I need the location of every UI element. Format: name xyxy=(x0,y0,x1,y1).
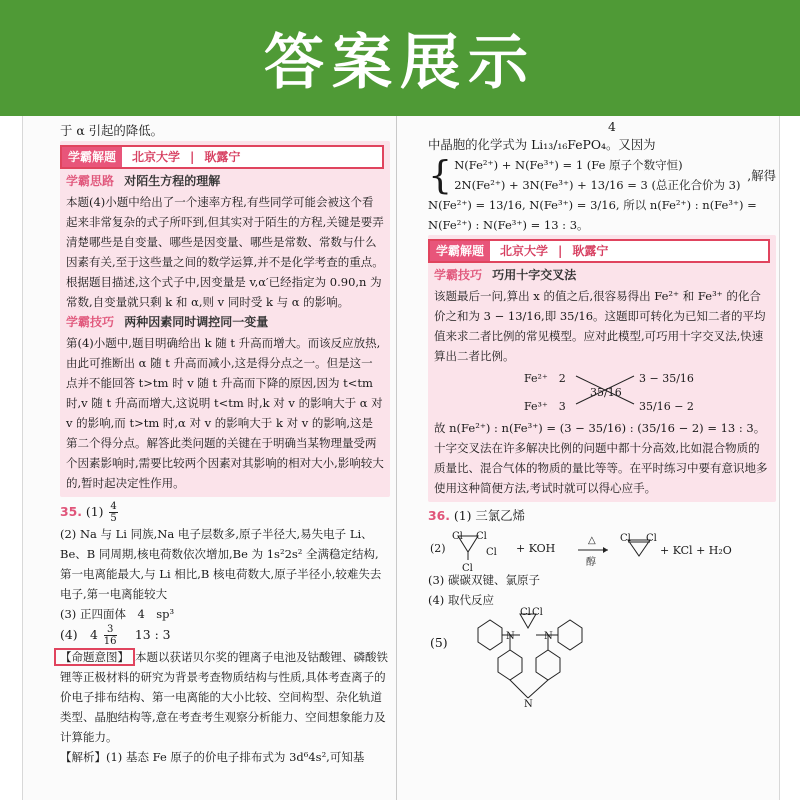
fraction-denominator: 5 xyxy=(110,513,117,524)
solver-tag: 学霸解题 xyxy=(430,241,490,261)
atom-cl-3: Cl xyxy=(486,547,497,558)
q35-part1 xyxy=(60,501,390,524)
intent-paragraph xyxy=(60,647,390,747)
intent-text: 本题以获诺贝尔奖的锂离子电池及钴酸锂、磷酸铁锂等正极材料的研究为背景考查物质结构与性质,具体考查离子的价电子排布结构、第一电离能的大小比较、空间构型、杂化轨道类型、晶胞结构等,意在考查考生观察分析能力、空间想象能力及计算能力。 xyxy=(60,650,388,744)
q35-4-suffix: 13 : 3 xyxy=(122,627,171,642)
atom-n-1: N xyxy=(506,631,515,642)
cross-fe3: Fe³⁺ 3 xyxy=(524,400,566,413)
result-line-2: N(Fe²⁺) : N(Fe³⁺) = 13 : 3。 xyxy=(428,218,589,232)
q36-part1 xyxy=(428,505,776,526)
top-fraction-denominator: 4 xyxy=(608,119,616,134)
atom-cl-6: Cl xyxy=(646,533,657,544)
atom-cl-4: Cl xyxy=(462,563,473,574)
equation-system xyxy=(428,155,776,195)
q35-1-prefix: (1) xyxy=(85,504,104,519)
right-skill-text-2: 十字交叉法在许多解决比例的问题中都十分高效,比如混合物质的质量比、混合气体的物质的量比等等。在平时练习中要有意识地多使用这种简便方法,考试时就可以得心应手。 xyxy=(434,441,768,495)
equation-2: 2N(Fe²⁺) + 3N(Fe³⁺) + 13/16 = 3 (总正化合价为 3) xyxy=(454,178,741,192)
q36-2-tail: + KCl + H₂O xyxy=(660,544,732,557)
column-divider xyxy=(396,116,397,800)
atom-cl-8: Cl xyxy=(532,607,543,618)
atom-cl-5: Cl xyxy=(620,533,631,544)
condition-alcohol: 醇 xyxy=(586,557,596,568)
solver-name: 耿露宁 xyxy=(204,149,241,164)
cross-diagram xyxy=(434,366,770,418)
q36-reaction xyxy=(428,526,776,574)
skill-result: 故 n(Fe²⁺) : n(Fe³⁺) = (3 − 35/16) : (35/16 − 2) = 13 : 3。 xyxy=(434,421,766,435)
banner-title: 答案展示 xyxy=(264,28,536,98)
solver-school: 北京大学 xyxy=(132,149,181,164)
skill-label: 学霸技巧 xyxy=(434,268,483,282)
fraction-denominator: 16 xyxy=(103,636,117,647)
left-explanation-box xyxy=(60,141,390,497)
cross-r1: 3 − 35/16 xyxy=(639,372,694,385)
intro-line: 于 α 引起的降低。 xyxy=(60,123,163,138)
header-separator: | xyxy=(558,243,563,258)
cross-mid: 35/16 xyxy=(590,386,622,399)
solver-school: 北京大学 xyxy=(500,243,549,258)
q36-structure xyxy=(428,607,776,720)
q35-part3: (3) 正四面体 4 sp³ xyxy=(60,607,175,621)
q36-part3: (3) 碳碳双键、氯原子 xyxy=(428,573,540,587)
q35-4-prefix: (4) 4 xyxy=(60,627,98,642)
skill-title: 巧用十字交叉法 xyxy=(492,268,577,282)
left-column xyxy=(60,120,390,767)
q35-1-fraction xyxy=(109,501,117,524)
q36-1-text: (1) 三氯乙烯 xyxy=(453,508,525,523)
brace-icon: { xyxy=(428,153,453,197)
formula-line: 中晶胞的化学式为 Li₁₃/₁₆FePO₄。又因为 xyxy=(428,137,656,152)
think-title: 对陌生方程的理解 xyxy=(124,174,221,188)
solve-text: ,解得 xyxy=(747,167,776,183)
left-solver-header xyxy=(60,145,384,169)
analysis-text: (1) 基态 Fe 原子的价电子排布式为 3d⁶4s²,可知基 xyxy=(106,750,365,764)
cross-r2: 35/16 − 2 xyxy=(639,400,694,413)
banner xyxy=(0,0,800,116)
skill-subhead xyxy=(66,312,384,333)
solver-name: 耿露宁 xyxy=(572,243,609,258)
cross-fe2: Fe²⁺ 2 xyxy=(524,372,566,385)
skill-text: 第(4)小题中,题目明确给出 k 随 t 升高而增大。而该反应放热,由此可推断出 α 随 t 升高而减小,这是得分点之一。但是这一点并不能回答 t>tm 时 v 随 t 升高而下降的原因,因为 t<tm 时,v 随 t 升高而增大,这说明 t<tm 时,k 对 v 的影响大于 α 对 v 的影响,而 t>tm 时,α 对 v 的影响大于 k 对 v 的影响,这是第二个得分点。解答此类问题的关键在于明确当某物理量受两个因素影响时,需要比较两个因素对其影响的相对大小,影响较大的,暂时起决定性作用。 xyxy=(66,336,384,490)
analysis-paragraph xyxy=(60,747,390,767)
skill-label: 学霸技巧 xyxy=(66,315,115,329)
q36-5-prefix: (5) xyxy=(430,635,448,650)
think-text: 本题(4)小题中给出了一个速率方程,有些同学可能会被这个看起来非常复杂的式子所吓到,但其实对于陌生的方程,关键是要弄清楚哪些是自变量、哪些是因变量、哪些是常数、常数与什么因素有关,至于这些量之间的数学运算,并不是化学考查的重点。根据题目描述,这个式子中,因变量是 v,α′已经指定为 0.90,n 为常数,自变量就只剩 k 和 α,则 v 同时受 k 与 α 的影响。 xyxy=(66,195,384,309)
skill-title: 两种因素同时调控同一变量 xyxy=(124,315,269,329)
condition-heat: △ xyxy=(588,535,596,546)
intent-label: 【命题意图】 xyxy=(54,648,135,666)
think-label: 学霸思路 xyxy=(66,174,115,188)
result-line-1: N(Fe²⁺) = 13/16, N(Fe³⁺) = 3/16, 所以 n(Fe²⁺) : n(Fe³⁺) = xyxy=(428,198,757,212)
q35-part2: (2) Na 与 Li 同族,Na 电子层数多,原子半径大,易失电子 Li、Be、B 同周期,核电荷数依次增加,Be 为 1s²2s² 全满稳定结构,第一电离能最大,与 Li 相比,B 核电荷数大,原子半径小,较难失去电子,第一电离能较大 xyxy=(60,527,382,601)
q36-part4: (4) 取代反应 xyxy=(428,593,494,607)
atom-cl-2: Cl xyxy=(476,531,487,542)
equation-lines xyxy=(454,155,747,195)
right-explanation-box xyxy=(428,235,776,502)
fraction-numerator: 4 xyxy=(110,501,117,512)
right-skill-subhead xyxy=(434,265,770,286)
q36-2-prefix: (2) xyxy=(430,542,446,555)
header-separator: | xyxy=(190,149,195,164)
atom-n-2: N xyxy=(544,631,553,642)
right-solver-header xyxy=(428,239,770,263)
solver-tag: 学霸解题 xyxy=(62,147,122,167)
equation-1: N(Fe²⁺) + N(Fe³⁺) = 1 (Fe 原子个数守恒) xyxy=(454,158,683,172)
right-skill-text-1: 该题最后一问,算出 x 的值之后,很容易得出 Fe²⁺ 和 Fe³⁺ 的化合价之和为 3 − 13/16,即 35/16。这题即可转化为已知二者的平均值来求二者比例的常见模型。应对此模型,可巧用十字交叉法,快速算出二者比例。 xyxy=(434,289,766,363)
q35-4-fraction xyxy=(104,624,117,647)
cross-lines-icon xyxy=(434,366,774,418)
think-subhead xyxy=(66,171,384,192)
q35-number: 35. xyxy=(60,504,82,519)
koh-text: + KOH xyxy=(516,542,556,555)
q35-part4 xyxy=(60,624,390,647)
atom-cl-1: Cl xyxy=(452,531,463,542)
molecule-structure-icon xyxy=(428,610,768,720)
fraction-numerator: 3 xyxy=(104,624,117,636)
q36-number: 36. xyxy=(428,508,450,523)
analysis-label: 【解析】 xyxy=(60,750,106,764)
atom-n-3: N xyxy=(524,699,533,710)
atom-cl-7: Cl xyxy=(520,607,531,618)
right-column xyxy=(428,120,776,720)
